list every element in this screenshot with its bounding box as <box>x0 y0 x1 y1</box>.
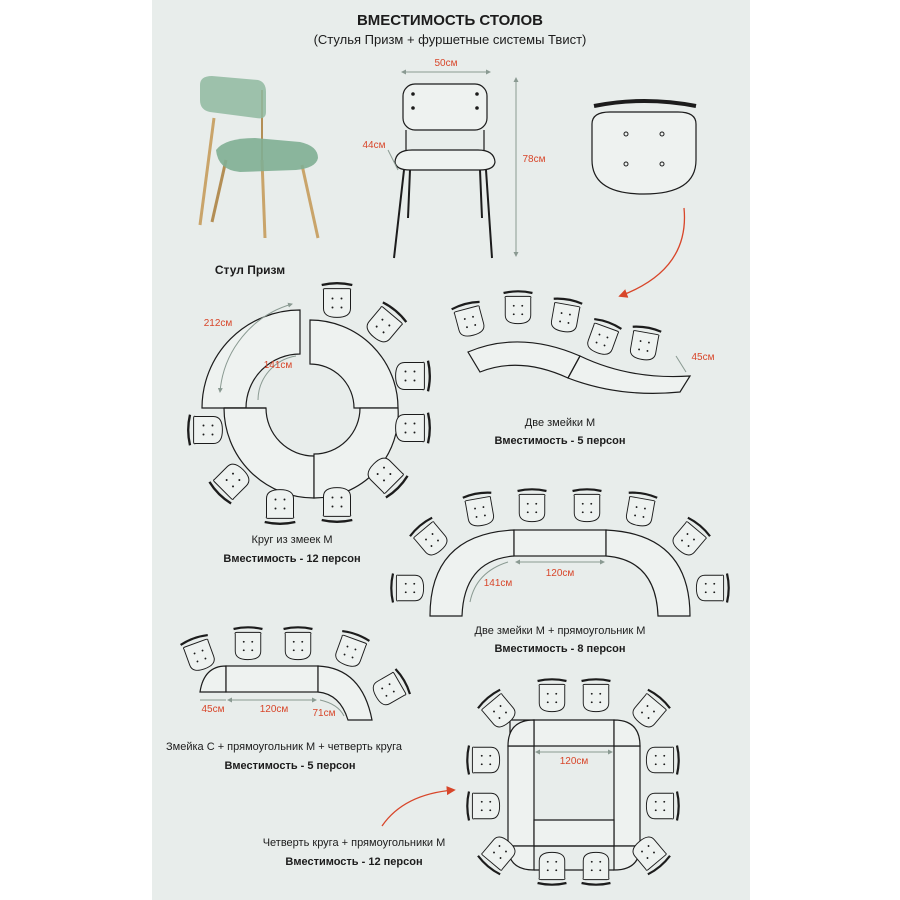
chair-height-label: 78см <box>522 154 546 165</box>
snake-c-dim-71: 71см <box>312 708 336 719</box>
chair-illustration <box>200 76 318 238</box>
arrow-decoration <box>382 790 454 826</box>
layout-4-capacity: Вместимость - 5 персон <box>224 760 356 772</box>
layout-4-name: Змейка С + прямоугольник М + четверть круга <box>166 741 402 753</box>
snake-c-dim-120: 120см <box>259 704 289 715</box>
page-title: ВМЕСТИМОСТЬ СТОЛОВ <box>356 12 544 29</box>
circle-dim-212: 212см <box>203 318 233 329</box>
page-subtitle: (Стулья Призм + фуршетные системы Твист) <box>313 32 587 47</box>
chair-top-view <box>592 101 696 194</box>
chair-width-label: 50см <box>434 58 458 69</box>
layout-3-capacity: Вместимость - 8 персон <box>494 643 626 655</box>
layout-1-capacity: Вместимость - 12 персон <box>223 553 361 565</box>
layout-2-capacity: Вместимость - 5 персон <box>494 435 626 447</box>
layout-2-name: Две змейки М <box>524 417 596 429</box>
snake-c-dim-45: 45см <box>201 704 225 715</box>
layout-5-capacity: Вместимость - 12 персон <box>285 856 423 868</box>
arrow-decoration <box>620 208 684 296</box>
layout-5-name: Четверть круга + прямоугольники М <box>262 837 446 849</box>
circle-dim-141: 141см <box>263 360 293 371</box>
snake-dim-141: 141см <box>483 578 513 589</box>
layout-1-name: Круг из змеек М <box>251 534 333 546</box>
square-chairs <box>467 679 678 884</box>
chair-name: Стул Призм <box>214 263 286 277</box>
snake-dim-45: 45см <box>691 352 715 363</box>
rect-dim-120: 120см <box>545 568 575 579</box>
layout-3-name: Две змейки М + прямоугольник М <box>474 625 646 637</box>
layout-quarters-rectangles <box>508 720 640 870</box>
square-dim-120: 120см <box>559 756 589 767</box>
chair-depth-label: 44см <box>362 140 386 151</box>
chair-front-view <box>394 84 495 258</box>
